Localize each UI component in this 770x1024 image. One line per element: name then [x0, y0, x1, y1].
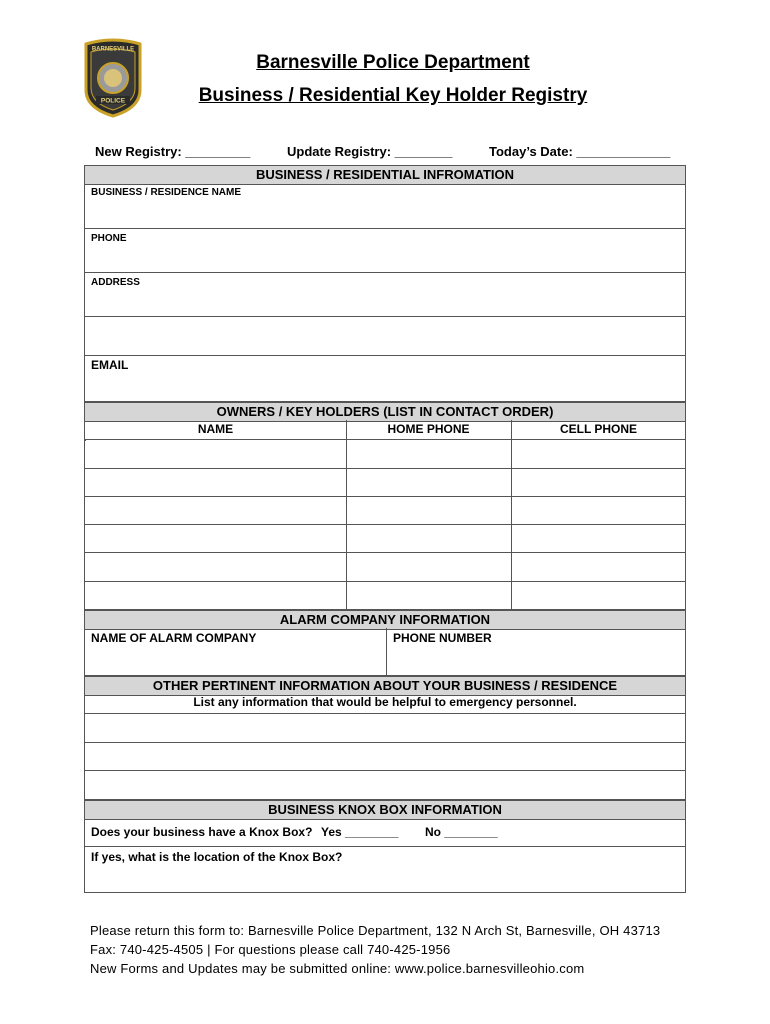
knox-heading: BUSINESS KNOX BOX INFORMATION	[84, 800, 686, 820]
todays-date-field[interactable]: Today’s Date: _____________	[489, 144, 671, 159]
owner-name-input[interactable]	[85, 440, 346, 468]
address-label: ADDRESS	[91, 277, 140, 288]
address-field[interactable]	[84, 273, 686, 317]
phone-label: PHONE	[91, 233, 127, 244]
email-field[interactable]	[84, 356, 686, 402]
knox-fields	[84, 818, 686, 893]
col-home-phone: HOME PHONE	[387, 422, 470, 436]
owners-heading: OWNERS / KEY HOLDERS (LIST IN CONTACT ORDER)	[84, 402, 686, 422]
badge-top-text: BARNESVILLE	[91, 46, 135, 53]
knox-no-field[interactable]: No ________	[425, 825, 498, 839]
knox-yes-field[interactable]: Yes ________	[321, 825, 399, 839]
footer-online: New Forms and Updates may be submitted online: www.police.barnesvilleohio.com	[90, 961, 585, 976]
form-title: Business / Residential Key Holder Registry	[198, 85, 588, 106]
business-name-label: BUSINESS / RESIDENCE NAME	[91, 187, 242, 198]
col-cell-phone: CELL PHONE	[559, 422, 638, 436]
alarm-phone-input[interactable]	[387, 628, 685, 675]
col-name: NAME	[197, 422, 234, 436]
knox-location-input[interactable]	[85, 847, 685, 892]
department-title: Barnesville Police Department	[256, 52, 530, 73]
knox-question: Does your business have a Knox Box?	[91, 825, 313, 839]
other-info-line-2[interactable]	[85, 743, 685, 770]
footer-contact: Fax: 740-425-4505 | For questions please call 740-425-1956	[90, 942, 451, 957]
other-info-line-1[interactable]	[85, 714, 685, 742]
phone-field[interactable]	[84, 229, 686, 273]
owner-cell-phone-input[interactable]	[512, 440, 685, 468]
owner-home-phone-input[interactable]	[347, 440, 511, 468]
business-info-heading: BUSINESS / RESIDENTIAL INFROMATION	[84, 165, 686, 185]
footer-return-address: Please return this form to: Barnesville Police Department, 132 N Arch St, Barnesville, OH 43713	[90, 923, 661, 938]
badge-bottom-text: POLICE	[100, 97, 126, 105]
alarm-fields	[84, 628, 686, 676]
owners-table	[84, 420, 686, 610]
alarm-company-label: NAME OF ALARM COMPANY	[91, 631, 257, 645]
new-registry-field[interactable]: New Registry: _________	[95, 144, 251, 159]
other-info-line-3[interactable]	[85, 771, 685, 799]
alarm-company-input[interactable]	[85, 628, 386, 675]
alarm-heading: ALARM COMPANY INFORMATION	[84, 610, 686, 630]
update-registry-field[interactable]: Update Registry: ________	[287, 144, 453, 159]
other-info-heading: OTHER PERTINENT INFORMATION ABOUT YOUR BUSINESS / RESIDENCE	[84, 676, 686, 696]
alarm-phone-label: PHONE NUMBER	[393, 631, 492, 645]
business-name-field[interactable]	[84, 183, 686, 229]
email-label: EMAIL	[91, 358, 129, 372]
other-info-fields	[84, 694, 686, 800]
knox-location-label: If yes, what is the location of the Knox Box?	[91, 850, 343, 864]
other-info-subheading: List any information that would be helpful to emergency personnel.	[193, 695, 577, 709]
address-line-2-field[interactable]	[84, 317, 686, 356]
